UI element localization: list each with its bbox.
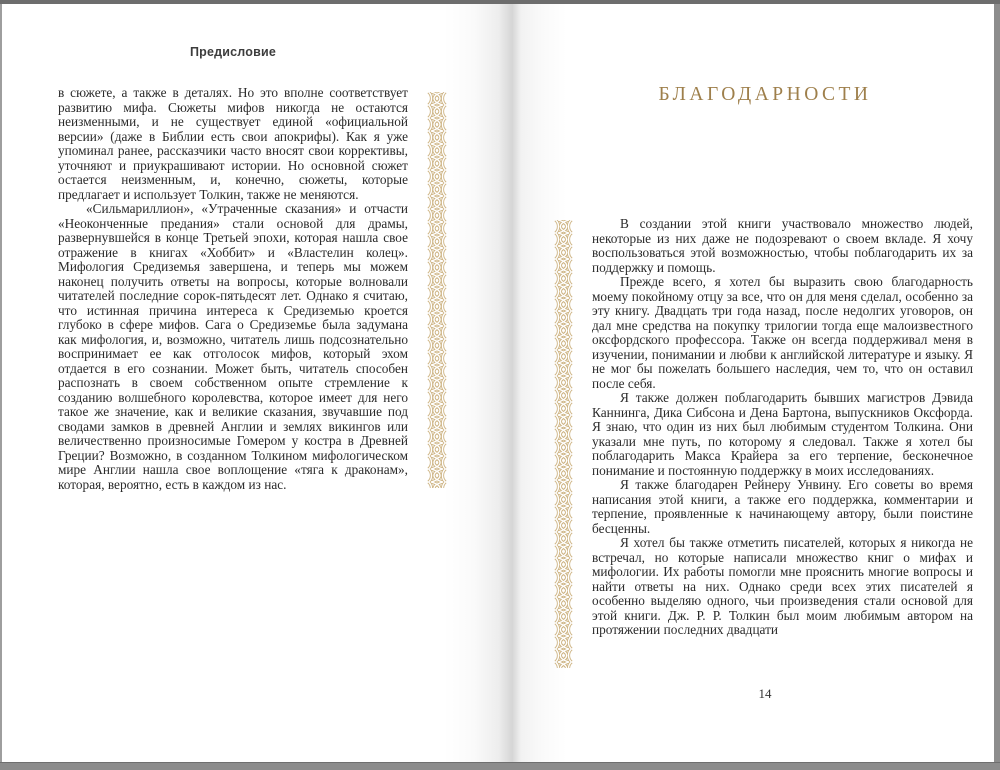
page-number: 14: [758, 686, 772, 701]
paragraph: Я также благодарен Рейнеру Унвину. Его советы во время написания этой книги, а также его поддержка, комментарии и терпение, проявленные к начинающему автору, были поистине бесценны.: [592, 477, 973, 536]
left-page-body-text: [58, 86, 408, 492]
paragraph: Я также должен поблагодарить бывших магистров Дэвида Каннинга, Дика Сибсона и Дена Бартона, выпускников Оксфорда. Я знаю, что один из них был любимым студентом Толкина. Они указали мне путь, по которому я следовал. Также я хотел бы поблагодарить Макса Крайера за его терпение, бесконечное понимание и постоянную поддержку в моих исследованиях.: [592, 390, 973, 478]
window-bottom-border: [0, 762, 1000, 770]
paragraph: Я хотел бы также отметить писателей, которых я никогда не встречал, но которые написали множество книг о мифах и мифологии. Их работы помогли мне прояснить многие вопросы и найти ответы на них. Однако среди всех этих писателей я особенно выделяю одного, чьи произведения стали основой для этой книги. Дж. Р. Р. Толкин был моим любимым автором на протяжении последних двадцати: [592, 535, 973, 637]
page-spine-shadow: [443, 4, 567, 762]
paragraph: в сюжете, а также в деталях. Но это вполне соответствует развитию мифа. Сюжеты мифов никогда не остаются неизменными, и не существует единой «официальной версии» (даже в Библии есть свои апокрифы). Как я уже упоминал ранее, рассказчики часто вносят свои коррективы, уточняют и приукрашивают истории. Но основной сюжет остается неизменным, и, конечно, сюжеты, которые предлагает и использует Толкин, также не меняются.: [58, 85, 408, 202]
right-page-body-text: [592, 217, 973, 638]
running-head: Предисловие: [189, 45, 277, 59]
window-right-border: [994, 4, 1000, 762]
chapter-title: БЛАГОДАРНОСТИ: [658, 84, 872, 105]
paragraph: Прежде всего, я хотел бы выразить свою благодарность моему покойному отцу за все, что он для меня сделал, особенно за эту книгу. Двадцать три года назад, после недолгих уговоров, он дал мне средства на покупку трилогии тогда еще малоизвестного оксфордского профессора. Также он всегда поддерживал меня в изучении, понимании и любви к английской литературе и языку. Я не мог бы пожелать большего наследия, чем то, что он оставил после себя.: [592, 274, 973, 391]
paragraph: В создании этой книги участвовало множество людей, некоторые из них даже не подозревают о своем вкладе. Я хочу воспользоваться этой возможностью, чтобы поблагодарить их за поддержку и помощь.: [592, 216, 973, 275]
window-top-border: [0, 0, 1000, 4]
celtic-braid-ornament-icon: [553, 220, 574, 668]
window-left-border: [0, 4, 2, 762]
celtic-braid-ornament-icon: [426, 92, 448, 488]
paragraph: «Сильмариллион», «Утраченные сказания» и отчасти «Неоконченные предания» стали основой для драмы, развернувшейся в конце Третьей эпохи, которая нашла свое отражение в книгах «Хоббит» и «Властелин колец». Мифология Средиземья завершена, и теперь мы можем наконец получить ответы на вопросы, которые волновали читателей последние сорок-пятьдесят лет. Однако я считаю, что истинная причина интереса к Средиземью кроется глубоко в сфере мифов. Сага о Средиземье была задумана как мифология, и, возможно, читатель лишь подсознательно воспринимает ее как отголосок мифов, который эхом отдается в его сознании. Может быть, читатель способен распознать в своем собственном опыте стремление к созданию волшебного королевства, которое имеет для него такое же значение, как и великие сказания, звучавшие под сводами замков в древней Англии и землях викингов или величественно произносимые Гомером у костра в Древней Греции? Возможно, в созданном Толкином мифологическом мире Англии нашла свое воплощение «тяга к драконам», которая, вероятно, есть в каждом из нас.: [58, 201, 408, 492]
